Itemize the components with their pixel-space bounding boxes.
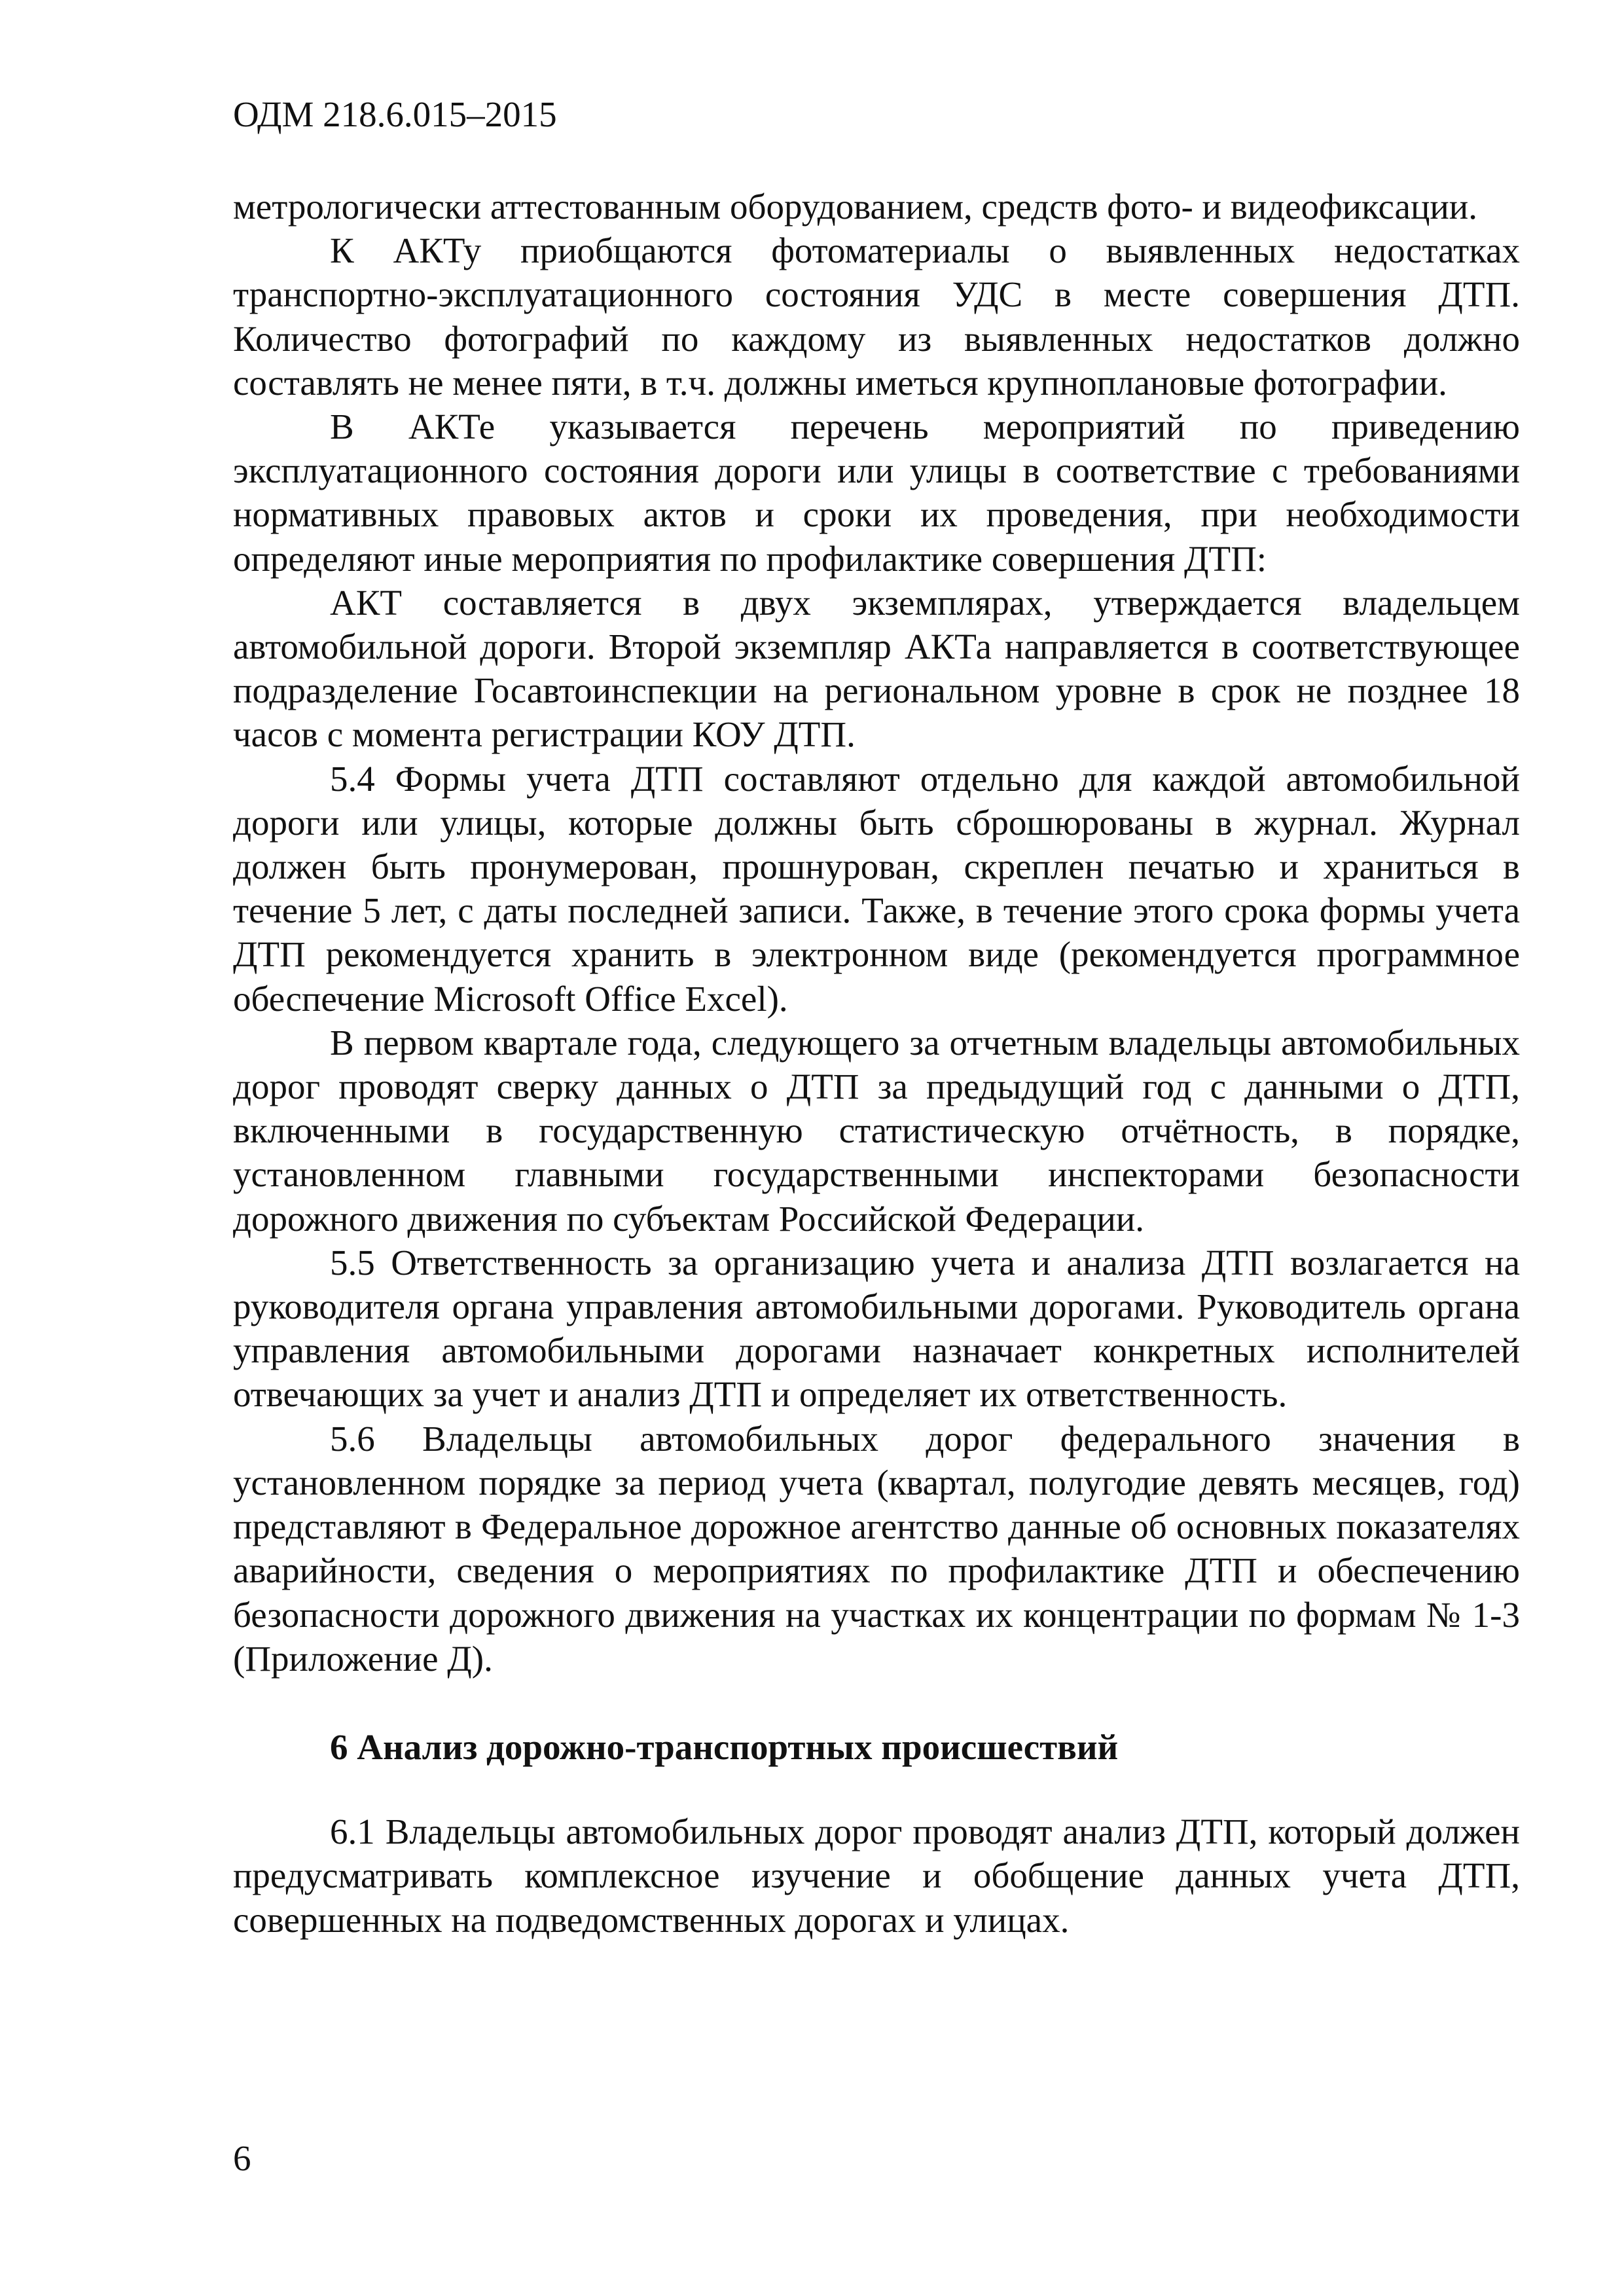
paragraph-6-1: 6.1 Владельцы автомобильных дорог проводят анализ ДТП, который должен предусматривать комплексное изучение и обобщение данных учета ДТП, совершенных на подведомственных дорогах и улицах.	[233, 1812, 1520, 1940]
paragraph-act-copies: АКТ составляется в двух экземплярах, утверждается владельцем автомобильной дороги. Второй экземпляр АКТа направляется в соответствующее подразделение Госавтоинспекции на региональном уровне в срок не позднее 18 часов с момента регистрации КОУ ДТП.	[233, 582, 1520, 755]
paragraph-5-4: 5.4 Формы учета ДТП составляют отдельно для каждой автомобильной дороги или улицы, которые должны быть сброшюрованы в журнал. Журнал должен быть пронумерован, прошнурован, скреплен печатью и храниться в течение 5 лет, с даты последней записи. Также, в течение этого срока формы учета ДТП рекомендуется хранить в электронном виде (рекомендуется программное обеспечение Microsoft Office Excel).	[233, 758, 1520, 1019]
section-heading: 6 Анализ дорожно-транспортных происшествий	[330, 1726, 1119, 1767]
paragraph-continuation: метрологически аттестованным оборудованием, средств фото- и видеофиксации.	[233, 187, 1477, 227]
document-code-header: ОДМ 218.6.015–2015	[233, 94, 557, 134]
paragraph-reconciliation: В первом квартале года, следующего за отчетным владельцы автомобильных дорог проводят сверку данных о ДТП за предыдущий год с данными о ДТП, включенными в государственную статистическую отчётность, в порядке, установленном главными государственными инспекторами безопасности дорожного движения по субъектам Российской Федерации.	[233, 1022, 1520, 1239]
paragraph-measures-list: В АКТе указывается перечень мероприятий по приведению эксплуатационного состояния дороги или улицы в соответствие с требованиями нормативных правовых актов и сроки их проведения, при необходимости определяют иные мероприятия по профилактике совершения ДТП:	[233, 407, 1520, 579]
paragraph-5-6: 5.6 Владельцы автомобильных дорог федерального значения в установленном порядке за период учета (квартал, полугодие девять месяцев, год) представляют в Федеральное дорожное агентство данные об основных показателях аварийности, сведения о мероприятиях по профилактике ДТП и обеспечению безопасности дорожного движения на участках их концентрации по формам № 1-3 (Приложение Д).	[233, 1418, 1520, 1679]
document-body	[233, 185, 1520, 1942]
paragraph-photo-materials: К АКТу приобщаются фотоматериалы о выявленных недостатках транспортно-эксплуатационного состояния УДС в месте совершения ДТП. Количество фотографий по каждому из выявленных недостатков должно составлять не менее пяти, в т.ч. должны иметься крупноплановые фотографии.	[233, 230, 1520, 403]
paragraph-5-5: 5.5 Ответственность за организацию учета и анализа ДТП возлагается на руководителя органа управления автомобильными дорогами. Руководитель органа управления автомобильными дорогами назначает конкретных исполнителей отвечающих за учет и анализ ДТП и определяет их ответственность.	[233, 1242, 1520, 1415]
page-number: 6	[233, 2138, 251, 2178]
